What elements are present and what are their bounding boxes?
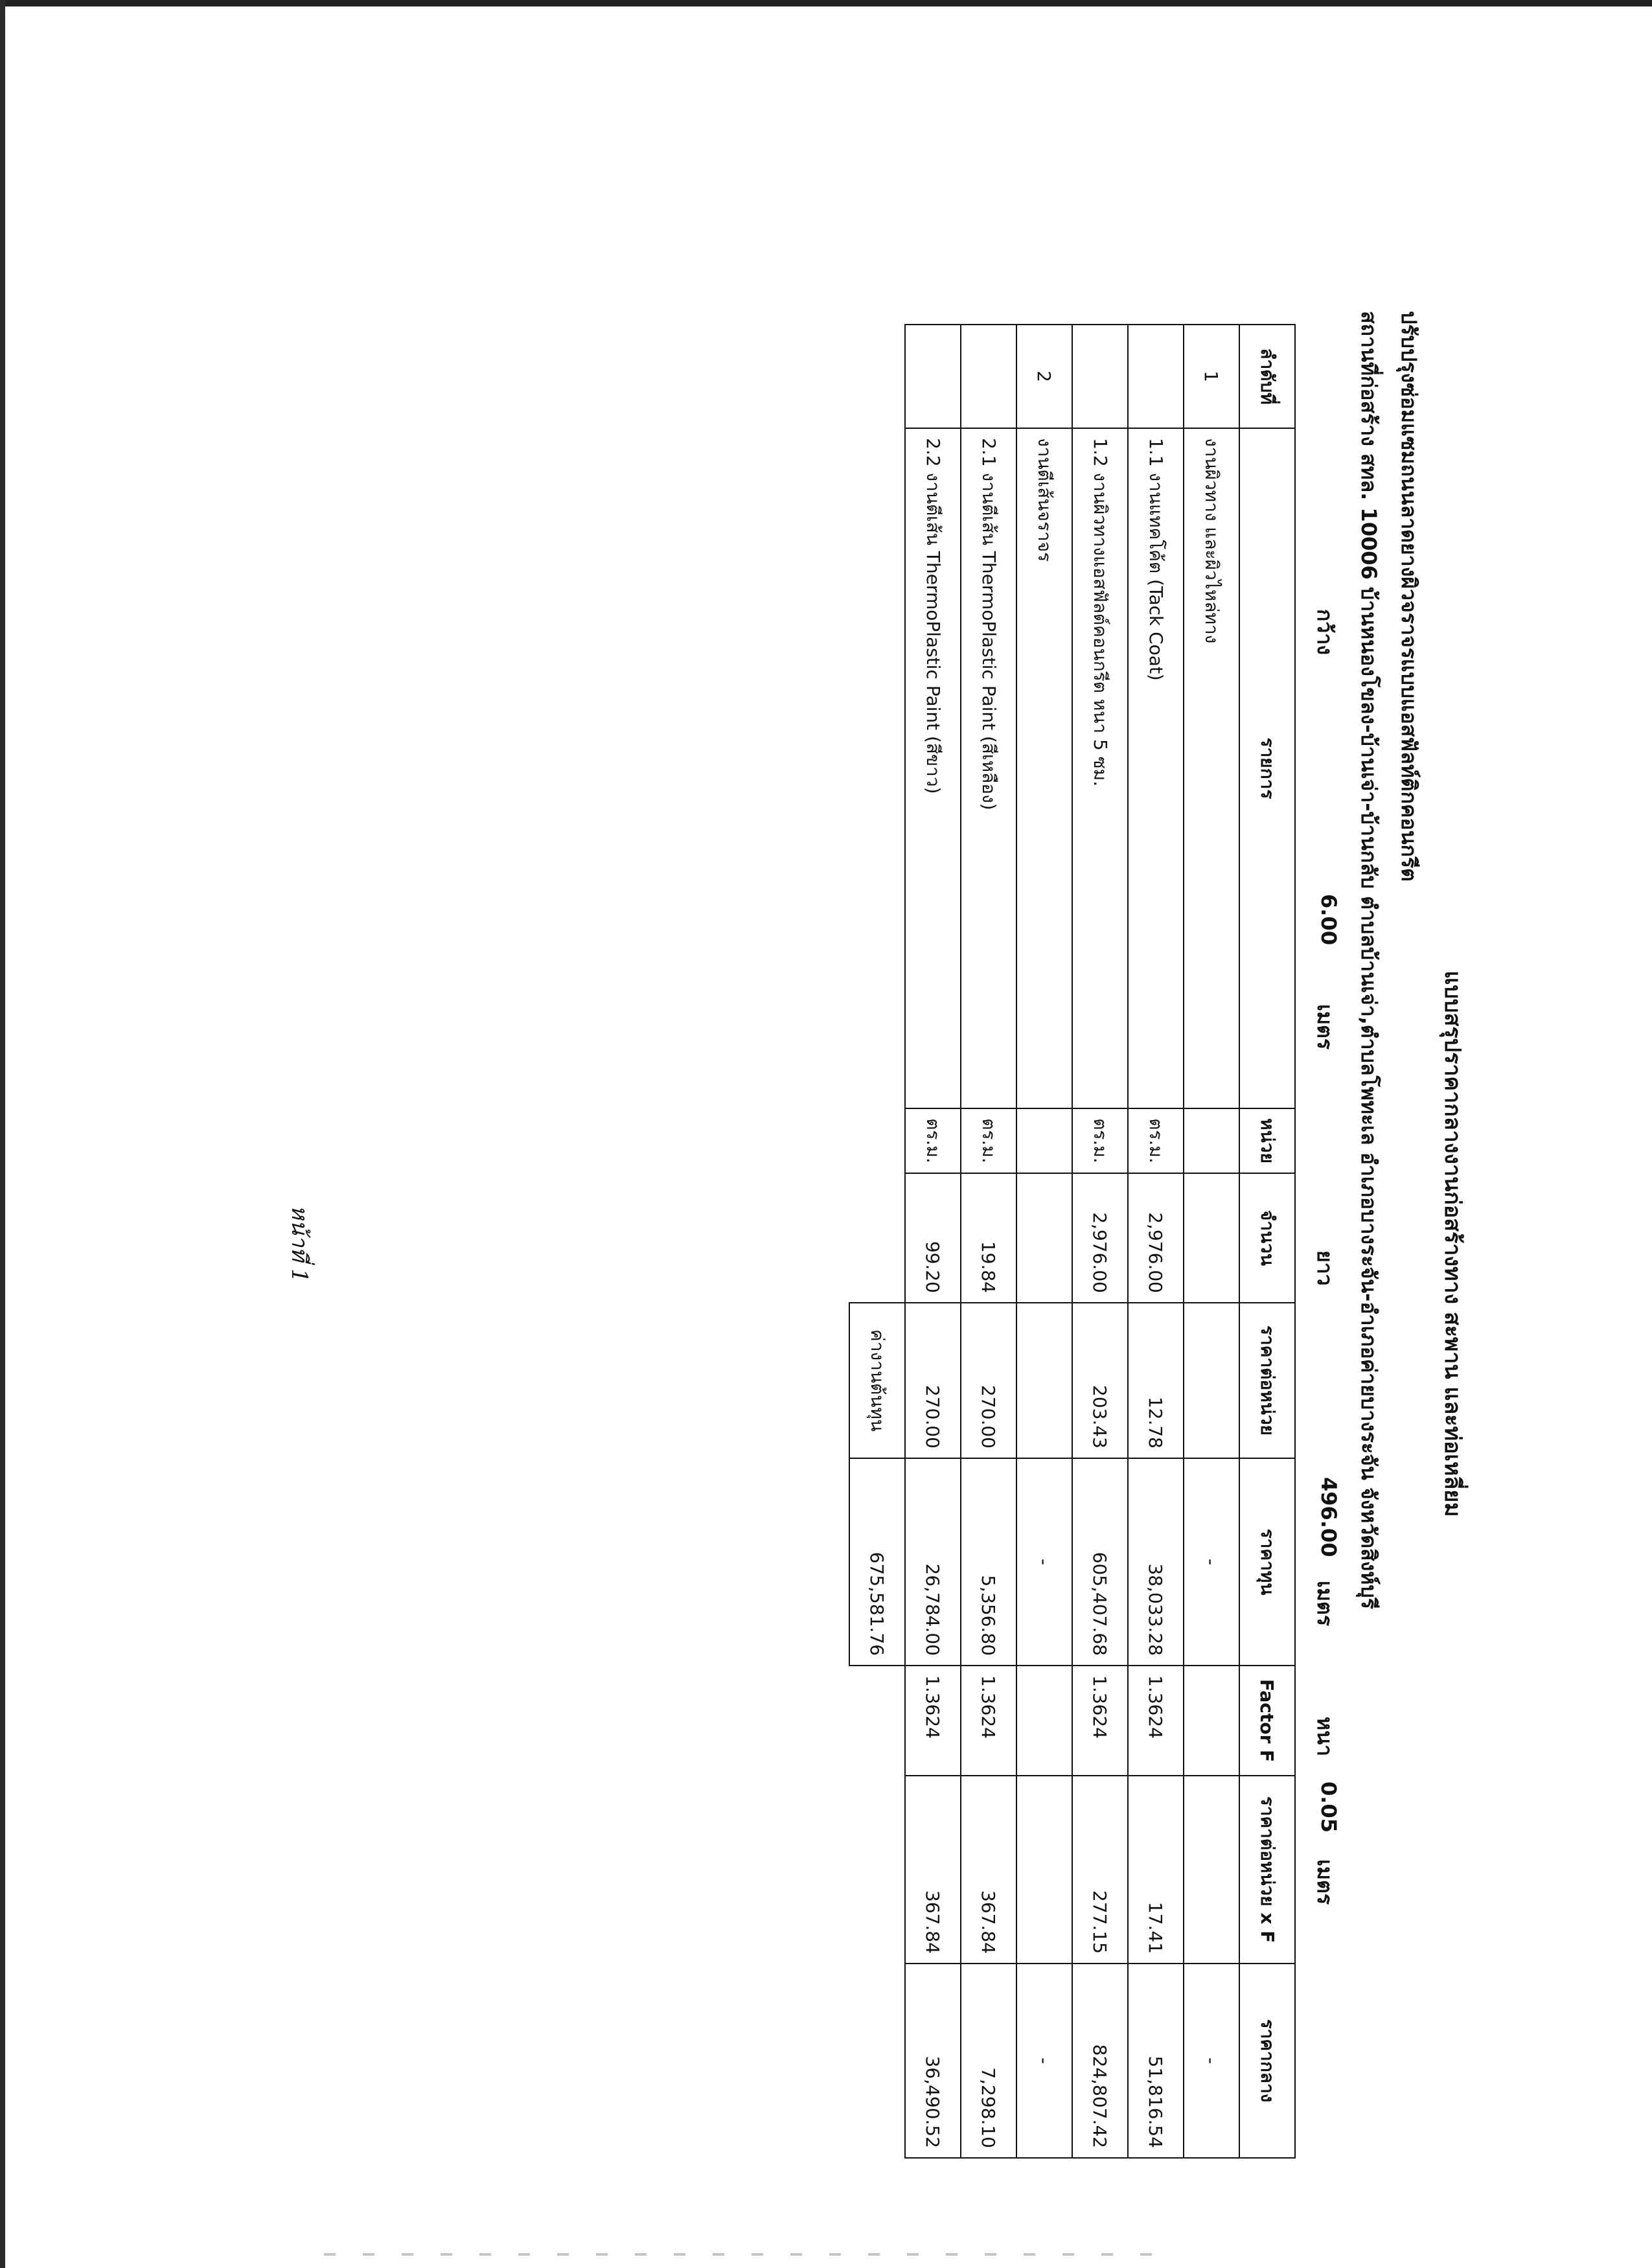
row-factor: 1.3624 xyxy=(961,1666,1016,1776)
length-value: 496.00 xyxy=(1316,1477,1341,1557)
document-sheet xyxy=(201,272,1471,2216)
row-price-f: 17.41 xyxy=(1128,1776,1184,1964)
row-cost: 605,407.68 xyxy=(1072,1458,1128,1666)
row-price-f: 367.84 xyxy=(961,1776,1016,1964)
row-unit: ตร.ม. xyxy=(1072,1108,1128,1173)
dimensions-row xyxy=(1309,272,1341,2216)
row-unit-price: 270.00 xyxy=(961,1303,1016,1458)
header-item: รายการ xyxy=(1239,428,1295,1108)
width-label: กว้าง xyxy=(1313,609,1337,655)
row-total: 36,490.52 xyxy=(905,1964,961,2158)
row-factor xyxy=(1016,1666,1072,1776)
header-total: ราคากลาง xyxy=(1239,1964,1295,2158)
table-row xyxy=(1184,325,1239,2158)
project-name: ปรับปรุงซ่อมแซมถนนลาดยางผิวจราจรแบบแอสฟัลท์ติกคอนกรีต xyxy=(1397,311,1421,882)
header-qty: จำนวน xyxy=(1239,1173,1295,1303)
row-unit-price xyxy=(1184,1303,1239,1458)
row-cost: - xyxy=(1184,1458,1239,1666)
scan-edge-left xyxy=(0,0,5,2268)
table-row xyxy=(1072,325,1128,2158)
row-item: 2.2 งานตีเส้น ThermoPlastic Paint (สีขาว) xyxy=(905,428,961,1108)
row-no: 1 xyxy=(1184,325,1239,428)
row-unit xyxy=(1184,1108,1239,1173)
row-unit-price: 270.00 xyxy=(905,1303,961,1458)
header-price-f: ราคาต่อหน่วย x F xyxy=(1239,1776,1295,1964)
row-factor: 1.3624 xyxy=(1072,1666,1128,1776)
row-qty xyxy=(1184,1173,1239,1303)
length-label: ยาว xyxy=(1313,1250,1337,1286)
row-no: 2 xyxy=(1016,325,1072,428)
table-header-row xyxy=(1239,325,1295,2158)
row-unit: ตร.ม. xyxy=(961,1108,1016,1173)
row-no xyxy=(961,325,1016,428)
width-value: 6.00 xyxy=(1316,894,1341,945)
header-factor: Factor F xyxy=(1239,1666,1295,1776)
thickness-label: หนา xyxy=(1313,1717,1337,1756)
row-item: 1.1 งานแทคโค้ต (Tack Coat) xyxy=(1128,428,1184,1108)
row-cost: 38,033.28 xyxy=(1128,1458,1184,1666)
row-item: งานผิวทาง และผิวไหล่ทาง xyxy=(1184,428,1239,1108)
width-unit: เมตร xyxy=(1313,1004,1337,1049)
row-qty: 19.84 xyxy=(961,1173,1016,1303)
header-no: ลำดับที่ xyxy=(1239,325,1295,428)
row-price-f: 277.15 xyxy=(1072,1776,1128,1964)
page-number: หน้าที่ 1 xyxy=(286,1205,312,1283)
row-qty: 2,976.00 xyxy=(1128,1173,1184,1303)
document-title: แบบสรุปราคากลางงานก่อสร้างทาง สะพาน และท่อเหลี่ยม xyxy=(1440,970,1465,1517)
row-qty: 99.20 xyxy=(905,1173,961,1303)
row-qty: 2,976.00 xyxy=(1072,1173,1128,1303)
total-row xyxy=(849,325,905,2158)
row-price-f xyxy=(1184,1776,1239,1964)
header-cost: ราคาทุน xyxy=(1239,1458,1295,1666)
row-unit: ตร.ม. xyxy=(1128,1108,1184,1173)
scan-edge-top xyxy=(0,0,1652,6)
row-item: งานตีเส้นจราจร xyxy=(1016,428,1072,1108)
row-qty xyxy=(1016,1173,1072,1303)
row-no xyxy=(1128,325,1184,428)
row-price-f xyxy=(1016,1776,1072,1964)
row-unit: ตร.ม. xyxy=(905,1108,961,1173)
total-value: 675,581.76 xyxy=(849,1458,905,1666)
header-unit: หน่วย xyxy=(1239,1108,1295,1173)
row-no xyxy=(905,325,961,428)
row-total: - xyxy=(1016,1964,1072,2158)
row-cost: 5,356.80 xyxy=(961,1458,1016,1666)
table-row xyxy=(905,325,961,2158)
row-total: - xyxy=(1184,1964,1239,2158)
row-total: 51,816.54 xyxy=(1128,1964,1184,2158)
row-unit-price: 203.43 xyxy=(1072,1303,1128,1458)
row-total: 824,807.42 xyxy=(1072,1964,1128,2158)
table-row xyxy=(1128,325,1184,2158)
cost-summary-table xyxy=(849,324,1296,2159)
table-row xyxy=(961,325,1016,2158)
row-unit-price xyxy=(1016,1303,1072,1458)
project-location: สถานที่ก่อสร้าง สทล. 10006 บ้านหนองโขลง-บ้านเจ่า-บ้านกลับ ตำบลบ้านเจ่า,ตำบลโพทะเล อำเภอบางระจัน-อำเภอค่ายบางระจัน จังหวัดสิงห์บุรี xyxy=(1357,311,1381,1609)
row-unit xyxy=(1016,1108,1072,1173)
row-cost: 26,784.00 xyxy=(905,1458,961,1666)
row-item: 2.1 งานตีเส้น ThermoPlastic Paint (สีเหลือง) xyxy=(961,428,1016,1108)
row-item: 1.2 งานผิวทางแอสฟัลต์คอนกรีต หนา 5 ซม. xyxy=(1072,428,1128,1108)
length-unit: เมตร xyxy=(1313,1581,1337,1626)
table-row xyxy=(1016,325,1072,2158)
row-factor xyxy=(1184,1666,1239,1776)
thickness-value: 0.05 xyxy=(1316,1781,1341,1833)
total-label: ค่างานต้นทุน xyxy=(849,1303,905,1458)
header-unit-price: ราคาต่อหน่วย xyxy=(1239,1303,1295,1458)
thickness-unit: เมตร xyxy=(1313,1859,1337,1905)
row-factor: 1.3624 xyxy=(1128,1666,1184,1776)
scan-artifact-bottom xyxy=(324,2253,1166,2256)
row-price-f: 367.84 xyxy=(905,1776,961,1964)
row-unit-price: 12.78 xyxy=(1128,1303,1184,1458)
row-cost: - xyxy=(1016,1458,1072,1666)
row-total: 7,298.10 xyxy=(961,1964,1016,2158)
row-no xyxy=(1072,325,1128,428)
row-factor: 1.3624 xyxy=(905,1666,961,1776)
